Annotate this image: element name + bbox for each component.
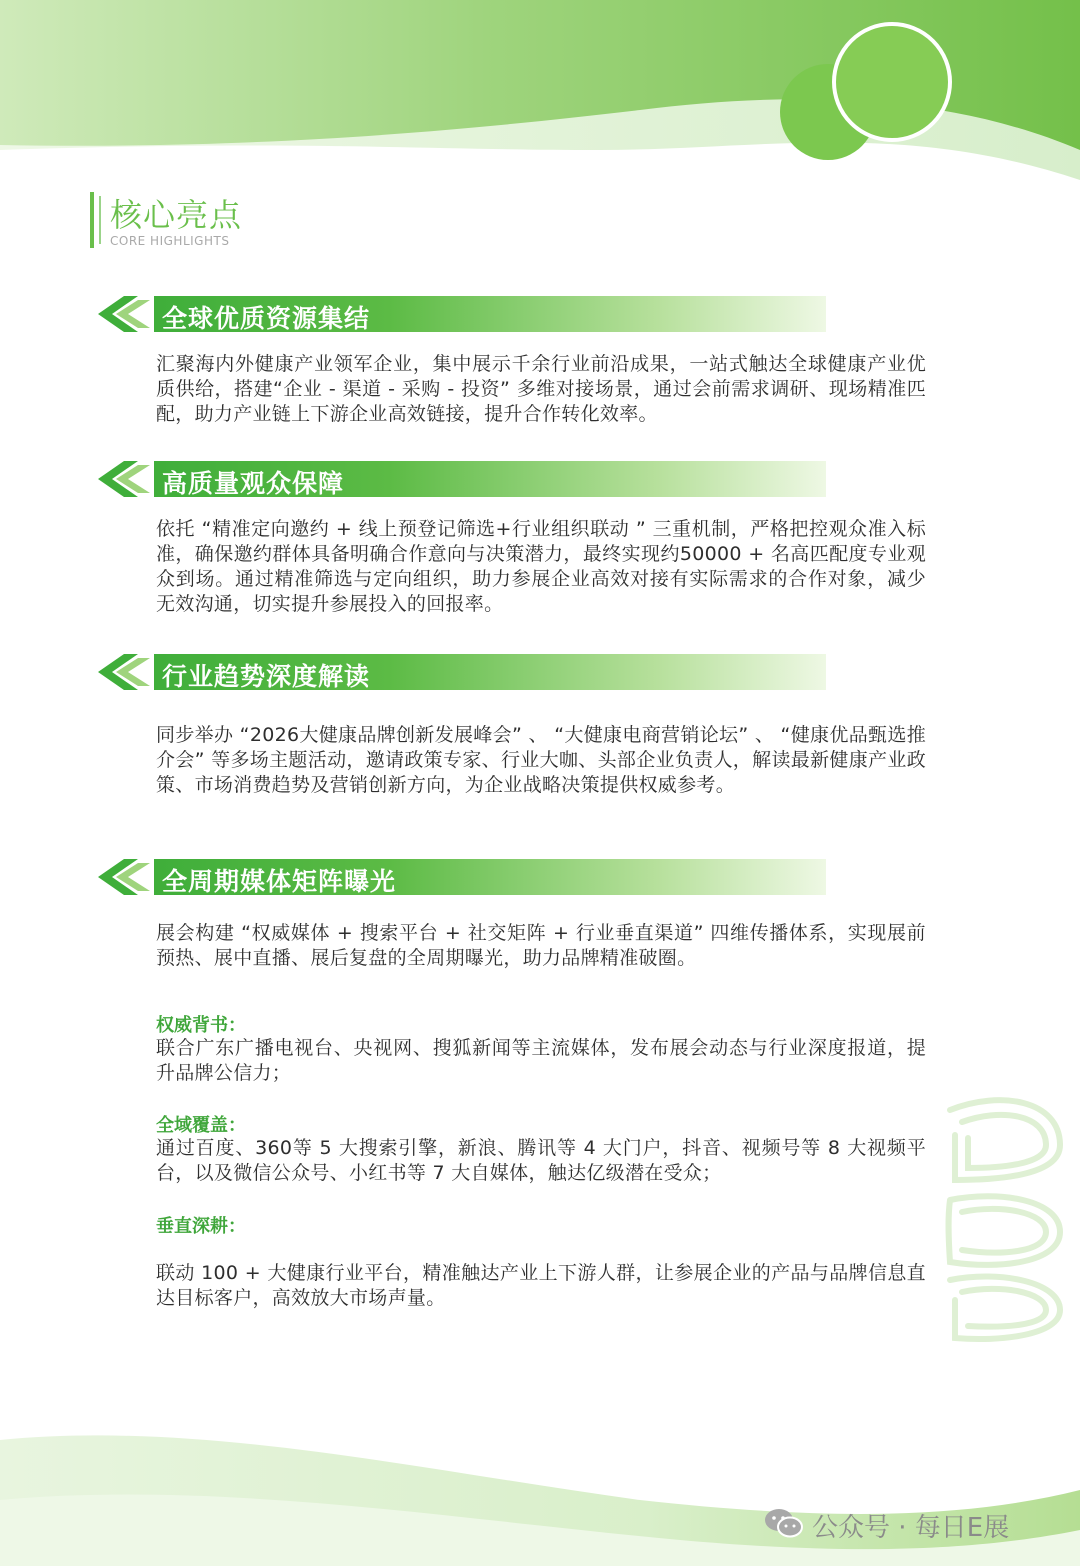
media-item-heading-3: 垂直深耕：: [156, 1216, 246, 1237]
section-title: 高质量观众保障: [162, 469, 345, 498]
wechat-watermark: [764, 1503, 1054, 1543]
media-item-heading-2: 全域覆盖：: [156, 1115, 246, 1136]
media-item-text-1: 联合广东广播电视台、央视网、搜狐新闻等主流媒体，发布展会动态与行业深度报道，提升品牌公信力；: [156, 1037, 926, 1084]
section-title: 全周期媒体矩阵曝光: [162, 867, 397, 896]
section-header-2: [98, 459, 828, 499]
section-header-4: [98, 857, 828, 897]
page-title: 核心亮点: [110, 196, 243, 234]
media-item-heading-1: 权威背书：: [156, 1015, 246, 1036]
section-body-1: 汇聚海内外健康产业领军企业，集中展示千余行业前沿成果，一站式触达全球健康产业优质供给，搭建“企业 - 渠道 - 采购 - 投资” 多维对接场景，通过会前需求调研、现场精准匹配，助力产业链上下游企业高效链接，提升合作转化效率。: [156, 353, 926, 425]
section-body-3: 同步举办 “2026大健康品牌创新发展峰会” 、 “大健康电商营销论坛” 、 “健康优品甄选推介会” 等多场主题活动，邀请政策专家、行业大咖、头部企业负责人，解读最新健康产业政策、市场消费趋势及营销创新方向，为企业战略决策提供权威参考。: [156, 724, 926, 796]
chevron-left-icon: [98, 294, 150, 334]
media-item-text-2: 通过百度、360等 5 大搜索引擎，新浪、腾讯等 4 大门户，抖音、视频号等 8 大视频平台，以及微信公众号、小红书等 7 大自媒体，触达亿级潜在受众；: [156, 1137, 926, 1184]
chevron-left-icon: [98, 652, 150, 692]
chevron-left-icon: [98, 857, 150, 897]
section-title: 全球优质资源集结: [162, 304, 371, 333]
wechat-icon: [764, 1507, 804, 1539]
section-body-2: 依托 “精准定向邀约 + 线上预登记筛选+行业组织联动 ” 三重机制，严格把控观众准入标准，确保邀约群体具备明确合作意向与决策潜力，最终实现约50000 + 名高匹配度专业观众到场。通过精准筛选与定向组织，助力参展企业高效对接有实际需求的合作对象，减少无效沟通，切实提升参展投入的回报率。: [156, 518, 926, 615]
chevron-left-icon: [98, 459, 150, 499]
header-accent-bar: [90, 192, 94, 248]
media-item-text-3: 联动 100 + 大健康行业平台，精准触达产业上下游人群，让参展企业的产品与品牌信息直达目标客户，高效放大市场声量。: [156, 1262, 926, 1309]
header-accent-bar-thin: [99, 196, 101, 244]
section-header-1: [98, 294, 828, 334]
section-title: 行业趋势深度解读: [162, 662, 371, 691]
section-body-4: 展会构建 “权威媒体 + 搜索平台 + 社交矩阵 + 行业垂直渠道” 四维传播体系，实现展前预热、展中直播、展后复盘的全周期曝光，助力品牌精准破圈。: [156, 922, 926, 969]
watermark-text: 公众号 · 每日E展: [812, 1513, 1010, 1543]
section-header-3: [98, 652, 828, 692]
page-subtitle: CORE HIGHLIGHTS: [110, 234, 230, 248]
